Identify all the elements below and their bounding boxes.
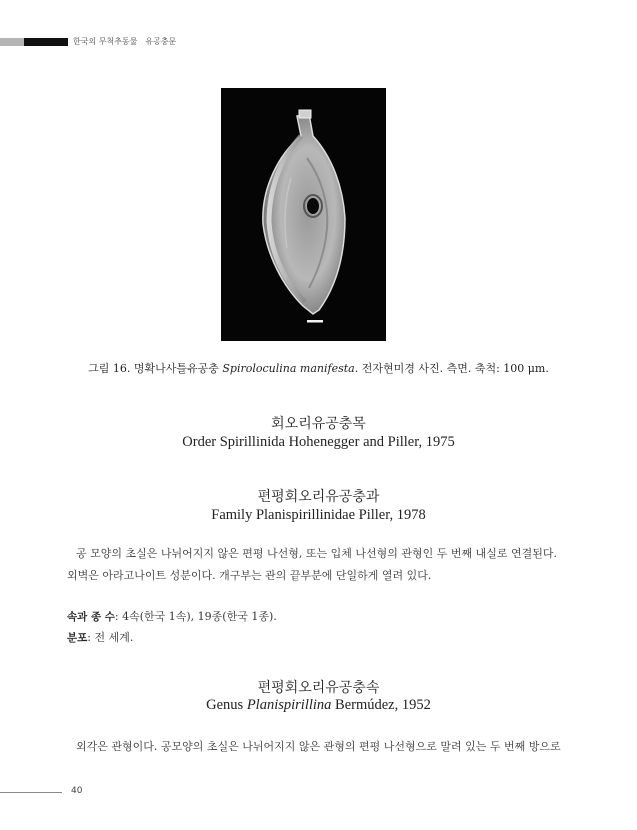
genera-label: 속과 종 수 (67, 611, 115, 623)
caption-prefix: 그림 16. 명확나사틀유공충 (88, 362, 223, 375)
header-bar-gray (0, 38, 24, 46)
genus-title-korean: 편평회오리유공충속 (257, 680, 380, 696)
caption-species: Spiroloculina manifesta (222, 362, 355, 375)
family-title-korean: 편평회오리유공충과 (257, 489, 380, 505)
distribution (67, 629, 567, 645)
family-title-latin: Family Planispirillinidae Piller, 1978 (211, 507, 426, 523)
caption-suffix: . 전자현미경 사진. 측면. 축척: 100 μm. (354, 362, 549, 375)
running-header (73, 36, 176, 47)
distribution-label: 분포 (67, 632, 88, 644)
figure-caption (0, 360, 637, 376)
genus-description-line1: 외각은 관형이다. 공모양의 초실은 나뉘어지지 않은 관형의 편평 나선형으로 말려 있는 두 번째 방으로 (76, 740, 561, 753)
order-title-korean: 회오리유공충목 (271, 416, 366, 432)
sem-photo (221, 88, 386, 341)
scale-bar (307, 320, 323, 323)
genera-species-count (67, 608, 567, 624)
family-description-line1: 공 모양의 초실은 나뉘어지지 않은 편평 나선형, 또는 입체 나선형의 관형인 두 번째 내실로 연결된다. (76, 547, 557, 560)
family-description-line2: 외벽은 아라고나이트 성분이다. 개구부는 관의 끝부분에 단일하게 열려 있다. (67, 569, 432, 582)
genus-latin-author: Bermúdez, 1952 (331, 697, 431, 713)
header-book-title: 한국의 무척추동물 (73, 37, 138, 46)
header-chapter-title: 유공충문 (145, 37, 177, 46)
genus-latin-prefix: Genus (206, 697, 247, 713)
genera-value: : 4속(한국 1속), 19종(한국 1종). (114, 610, 277, 623)
header-bar-black (24, 38, 68, 46)
page-number: 40 (71, 786, 83, 796)
genus-title-latin (0, 697, 637, 714)
order-title-latin: Order Spirillinida Hohenegger and Piller, 1975 (182, 434, 455, 450)
genus-latin-name: Planispirillina (246, 697, 332, 713)
footer-rule (0, 792, 62, 793)
distribution-value: : 전 세계. (87, 631, 134, 644)
